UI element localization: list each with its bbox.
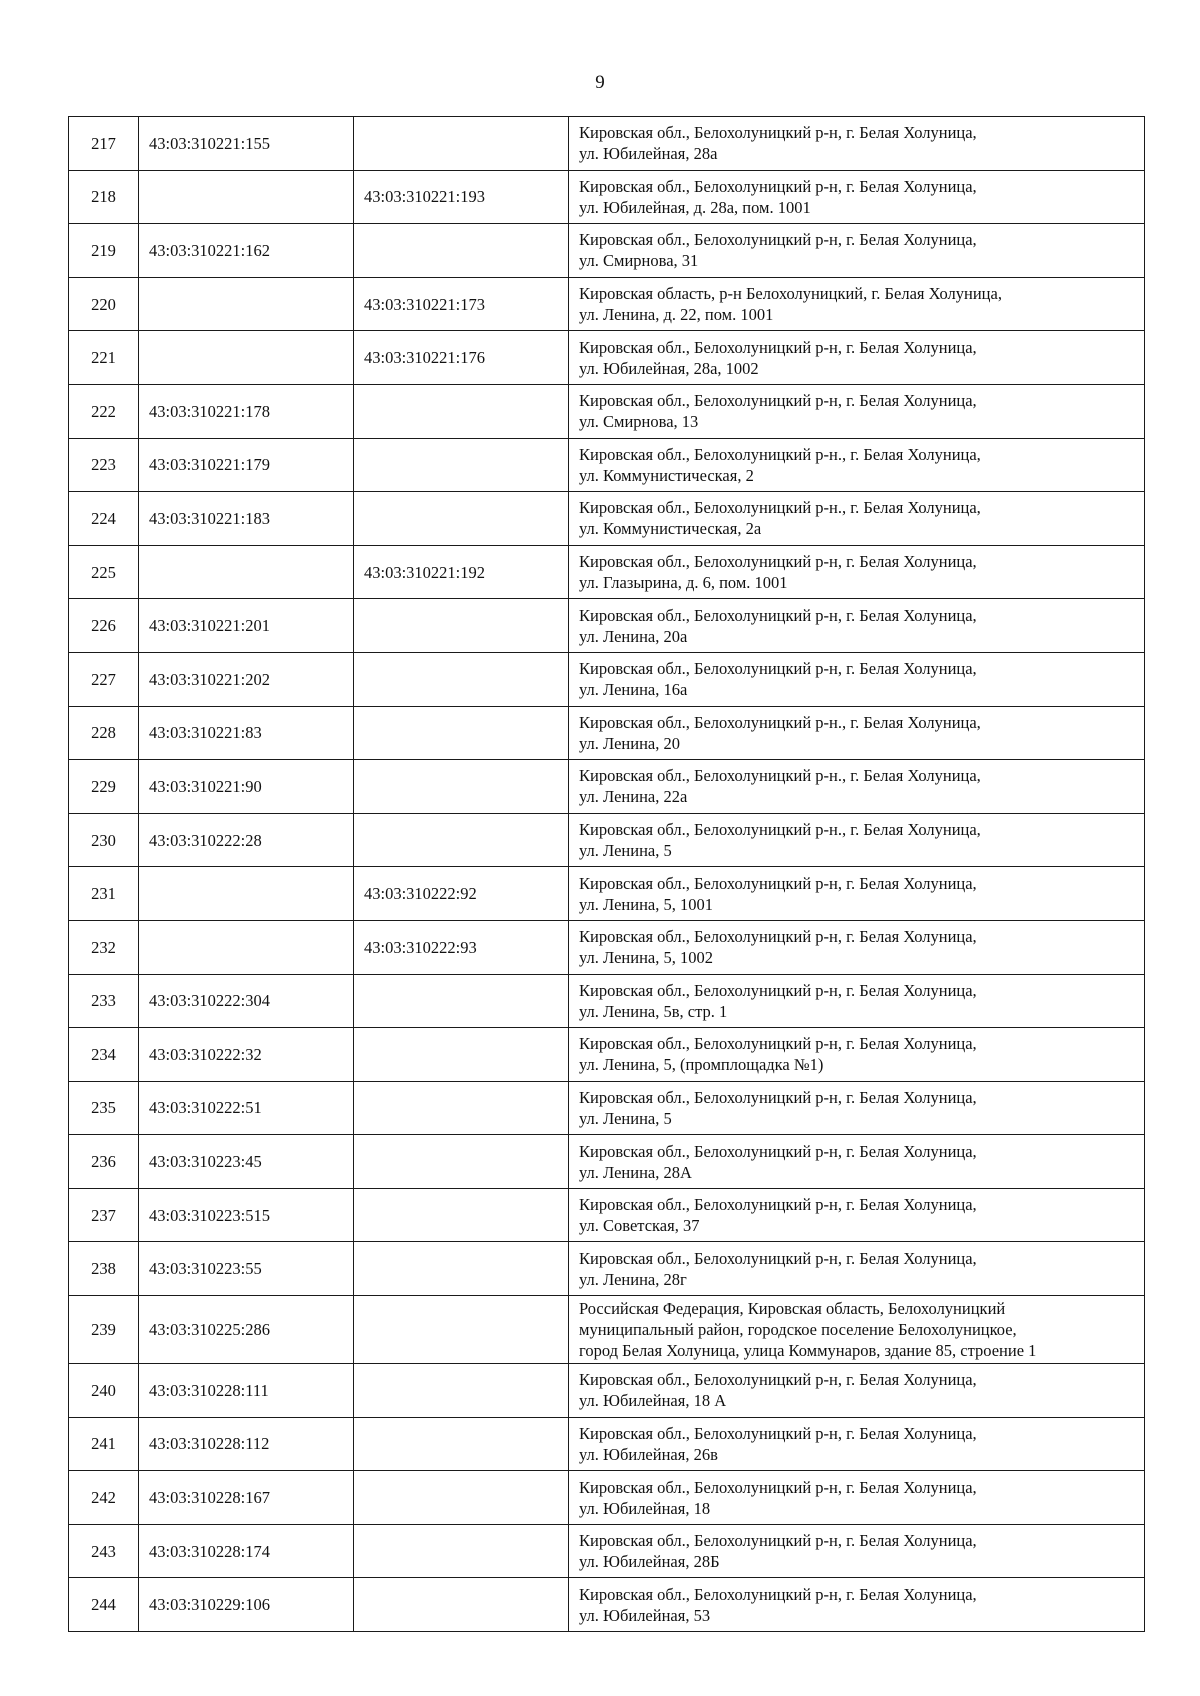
address-cell <box>569 170 1145 224</box>
table-row <box>69 974 1145 1028</box>
row-number-cell: 230 <box>69 813 139 867</box>
address-line: ул. Юбилейная, 28а <box>579 144 718 164</box>
table-row <box>69 331 1145 385</box>
land-cadastral-number-cell: 43:03:310221:202 <box>139 652 354 706</box>
row-number-cell: 224 <box>69 492 139 546</box>
address-line: Кировская обл., Белохолуницкий р-н, г. Белая Холуница, <box>579 1531 977 1551</box>
land-cadastral-number-cell <box>139 545 354 599</box>
row-number-cell: 232 <box>69 920 139 974</box>
building-cadastral-number-cell <box>354 1135 569 1189</box>
property-table <box>68 116 1145 1632</box>
table-row <box>69 492 1145 546</box>
address-line: Российская Федерация, Кировская область, Белохолуницкий <box>579 1299 1006 1319</box>
table-row <box>69 867 1145 921</box>
address-cell <box>569 1135 1145 1189</box>
land-cadastral-number-cell: 43:03:310222:51 <box>139 1081 354 1135</box>
row-number-cell: 220 <box>69 277 139 331</box>
address-line: Кировская обл., Белохолуницкий р-н, г. Белая Холуница, <box>579 659 977 679</box>
address-cell <box>569 384 1145 438</box>
land-cadastral-number-cell: 43:03:310228:112 <box>139 1417 354 1471</box>
building-cadastral-number-cell <box>354 1296 569 1364</box>
table-row <box>69 545 1145 599</box>
address-cell <box>569 224 1145 278</box>
table-body <box>69 117 1145 1632</box>
address-cell <box>569 331 1145 385</box>
building-cadastral-number-cell <box>354 652 569 706</box>
land-cadastral-number-cell: 43:03:310221:201 <box>139 599 354 653</box>
address-cell <box>569 1028 1145 1082</box>
row-number-cell: 239 <box>69 1296 139 1364</box>
building-cadastral-number-cell <box>354 1578 569 1632</box>
address-cell <box>569 599 1145 653</box>
row-number-cell: 234 <box>69 1028 139 1082</box>
land-cadastral-number-cell: 43:03:310223:55 <box>139 1242 354 1296</box>
address-cell <box>569 1364 1145 1418</box>
table-row <box>69 1524 1145 1578</box>
row-number-cell: 221 <box>69 331 139 385</box>
building-cadastral-number-cell <box>354 1364 569 1418</box>
row-number-cell: 226 <box>69 599 139 653</box>
address-line: ул. Юбилейная, 28Б <box>579 1552 720 1572</box>
building-cadastral-number-cell <box>354 438 569 492</box>
address-line: ул. Ленина, 5, 1001 <box>579 894 713 914</box>
address-line: Кировская обл., Белохолуницкий р-н, г. Белая Холуница, <box>579 1477 977 1497</box>
address-cell <box>569 1524 1145 1578</box>
address-cell <box>569 117 1145 171</box>
address-cell <box>569 1417 1145 1471</box>
table-row <box>69 1188 1145 1242</box>
building-cadastral-number-cell <box>354 813 569 867</box>
address-cell <box>569 1188 1145 1242</box>
building-cadastral-number-cell <box>354 1028 569 1082</box>
address-line: Кировская обл., Белохолуницкий р-н, г. Белая Холуница, <box>579 1034 977 1054</box>
address-line: ул. Юбилейная, 18 <box>579 1498 711 1518</box>
table-row <box>69 813 1145 867</box>
land-cadastral-number-cell <box>139 867 354 921</box>
address-line: муниципальный район, городское поселение Белохолуницкое, <box>579 1320 1017 1340</box>
table-row <box>69 1417 1145 1471</box>
address-line: Кировская обл., Белохолуницкий р-н, г. Белая Холуница, <box>579 1141 977 1161</box>
land-cadastral-number-cell: 43:03:310225:286 <box>139 1296 354 1364</box>
address-line: ул. Ленина, 20а <box>579 626 688 646</box>
land-cadastral-number-cell: 43:03:310228:174 <box>139 1524 354 1578</box>
building-cadastral-number-cell <box>354 1081 569 1135</box>
land-cadastral-number-cell <box>139 920 354 974</box>
address-cell <box>569 867 1145 921</box>
address-line: ул. Юбилейная, 28а, 1002 <box>579 358 759 378</box>
address-cell <box>569 438 1145 492</box>
row-number-cell: 233 <box>69 974 139 1028</box>
table-row <box>69 1471 1145 1525</box>
address-line: ул. Юбилейная, д. 28а, пом. 1001 <box>579 197 811 217</box>
table-row <box>69 1135 1145 1189</box>
land-cadastral-number-cell: 43:03:310221:155 <box>139 117 354 171</box>
address-line: Кировская обл., Белохолуницкий р-н, г. Белая Холуница, <box>579 230 977 250</box>
address-line: ул. Смирнова, 13 <box>579 412 699 432</box>
address-line: Кировская обл., Белохолуницкий р-н, г. Белая Холуница, <box>579 1195 977 1215</box>
row-number-cell: 242 <box>69 1471 139 1525</box>
address-line: Кировская обл., Белохолуницкий р-н, г. Белая Холуница, <box>579 873 977 893</box>
address-line: Кировская обл., Белохолуницкий р-н, г. Белая Холуница, <box>579 123 977 143</box>
table-row <box>69 920 1145 974</box>
address-line: ул. Юбилейная, 26в <box>579 1444 718 1464</box>
address-cell <box>569 277 1145 331</box>
address-line: ул. Ленина, 20 <box>579 733 680 753</box>
land-cadastral-number-cell: 43:03:310229:106 <box>139 1578 354 1632</box>
address-line: Кировская обл., Белохолуницкий р-н., г. Белая Холуница, <box>579 712 981 732</box>
address-line: ул. Советская, 37 <box>579 1216 700 1236</box>
row-number-cell: 241 <box>69 1417 139 1471</box>
address-line: ул. Юбилейная, 18 А <box>579 1391 727 1411</box>
row-number-cell: 243 <box>69 1524 139 1578</box>
row-number-cell: 225 <box>69 545 139 599</box>
building-cadastral-number-cell <box>354 492 569 546</box>
address-line: ул. Ленина, 28г <box>579 1269 687 1289</box>
address-line: Кировская обл., Белохолуницкий р-н, г. Белая Холуница, <box>579 1584 977 1604</box>
address-line: ул. Ленина, 5в, стр. 1 <box>579 1001 728 1021</box>
address-cell <box>569 545 1145 599</box>
row-number-cell: 237 <box>69 1188 139 1242</box>
building-cadastral-number-cell <box>354 974 569 1028</box>
address-line: ул. Коммунистическая, 2 <box>579 465 754 485</box>
address-line: ул. Коммунистическая, 2а <box>579 519 762 539</box>
building-cadastral-number-cell: 43:03:310221:193 <box>354 170 569 224</box>
land-cadastral-number-cell: 43:03:310228:111 <box>139 1364 354 1418</box>
address-line: Кировская обл., Белохолуницкий р-н, г. Белая Холуница, <box>579 176 977 196</box>
row-number-cell: 236 <box>69 1135 139 1189</box>
address-line: Кировская обл., Белохолуницкий р-н, г. Белая Холуница, <box>579 552 977 572</box>
building-cadastral-number-cell <box>354 706 569 760</box>
land-cadastral-number-cell: 43:03:310221:183 <box>139 492 354 546</box>
land-cadastral-number-cell: 43:03:310223:45 <box>139 1135 354 1189</box>
row-number-cell: 235 <box>69 1081 139 1135</box>
address-line: ул. Ленина, 16а <box>579 680 688 700</box>
address-cell <box>569 813 1145 867</box>
building-cadastral-number-cell: 43:03:310221:192 <box>354 545 569 599</box>
land-cadastral-number-cell: 43:03:310222:32 <box>139 1028 354 1082</box>
table-row <box>69 1578 1145 1632</box>
address-line: Кировская обл., Белохолуницкий р-н, г. Белая Холуница, <box>579 605 977 625</box>
building-cadastral-number-cell: 43:03:310221:173 <box>354 277 569 331</box>
table-row <box>69 1364 1145 1418</box>
land-cadastral-number-cell: 43:03:310221:162 <box>139 224 354 278</box>
land-cadastral-number-cell <box>139 277 354 331</box>
address-cell <box>569 706 1145 760</box>
land-cadastral-number-cell: 43:03:310221:83 <box>139 706 354 760</box>
address-cell <box>569 1471 1145 1525</box>
table-row <box>69 652 1145 706</box>
land-cadastral-number-cell: 43:03:310221:90 <box>139 760 354 814</box>
table-row <box>69 277 1145 331</box>
address-line: Кировская область, р-н Белохолуницкий, г. Белая Холуница, <box>579 284 1002 304</box>
building-cadastral-number-cell <box>354 1524 569 1578</box>
table-row <box>69 599 1145 653</box>
address-cell <box>569 974 1145 1028</box>
address-line: Кировская обл., Белохолуницкий р-н, г. Белая Холуница, <box>579 1370 977 1390</box>
address-line: город Белая Холуница, улица Коммунаров, здание 85, строение 1 <box>579 1341 1037 1361</box>
address-line: Кировская обл., Белохолуницкий р-н, г. Белая Холуница, <box>579 927 977 947</box>
row-number-cell: 228 <box>69 706 139 760</box>
address-cell <box>569 1242 1145 1296</box>
table-row <box>69 1242 1145 1296</box>
address-line: ул. Ленина, 5, (промплощадка №1) <box>579 1055 824 1075</box>
address-cell <box>569 652 1145 706</box>
table-row <box>69 760 1145 814</box>
table-row <box>69 1028 1145 1082</box>
building-cadastral-number-cell <box>354 760 569 814</box>
row-number-cell: 240 <box>69 1364 139 1418</box>
address-line: ул. Ленина, 22а <box>579 787 688 807</box>
land-cadastral-number-cell <box>139 331 354 385</box>
land-cadastral-number-cell: 43:03:310222:28 <box>139 813 354 867</box>
table-row <box>69 170 1145 224</box>
address-cell <box>569 492 1145 546</box>
building-cadastral-number-cell: 43:03:310222:92 <box>354 867 569 921</box>
land-cadastral-number-cell: 43:03:310228:167 <box>139 1471 354 1525</box>
address-line: ул. Ленина, 5, 1002 <box>579 948 713 968</box>
address-line: Кировская обл., Белохолуницкий р-н, г. Белая Холуница, <box>579 337 977 357</box>
address-line: ул. Ленина, 5 <box>579 1108 672 1128</box>
address-line: Кировская обл., Белохолуницкий р-н, г. Белая Холуница, <box>579 1248 977 1268</box>
address-line: Кировская обл., Белохолуницкий р-н., г. Белая Холуница, <box>579 766 981 786</box>
address-line: Кировская обл., Белохолуницкий р-н., г. Белая Холуница, <box>579 444 981 464</box>
row-number-cell: 231 <box>69 867 139 921</box>
land-cadastral-number-cell <box>139 170 354 224</box>
address-line: Кировская обл., Белохолуницкий р-н., г. Белая Холуница, <box>579 498 981 518</box>
address-line: Кировская обл., Белохолуницкий р-н, г. Белая Холуница, <box>579 391 977 411</box>
address-line: ул. Ленина, 5 <box>579 841 672 861</box>
address-line: Кировская обл., Белохолуницкий р-н., г. Белая Холуница, <box>579 820 981 840</box>
building-cadastral-number-cell <box>354 1471 569 1525</box>
table-row <box>69 117 1145 171</box>
building-cadastral-number-cell <box>354 1188 569 1242</box>
row-number-cell: 238 <box>69 1242 139 1296</box>
land-cadastral-number-cell: 43:03:310223:515 <box>139 1188 354 1242</box>
row-number-cell: 217 <box>69 117 139 171</box>
table-row <box>69 224 1145 278</box>
building-cadastral-number-cell <box>354 599 569 653</box>
row-number-cell: 219 <box>69 224 139 278</box>
building-cadastral-number-cell <box>354 117 569 171</box>
row-number-cell: 223 <box>69 438 139 492</box>
land-cadastral-number-cell: 43:03:310221:178 <box>139 384 354 438</box>
address-cell <box>569 1296 1145 1364</box>
row-number-cell: 227 <box>69 652 139 706</box>
land-cadastral-number-cell: 43:03:310222:304 <box>139 974 354 1028</box>
row-number-cell: 222 <box>69 384 139 438</box>
row-number-cell: 218 <box>69 170 139 224</box>
address-cell <box>569 1578 1145 1632</box>
table-row <box>69 1296 1145 1364</box>
page-number: 9 <box>595 72 605 93</box>
building-cadastral-number-cell <box>354 384 569 438</box>
address-cell <box>569 920 1145 974</box>
table-row <box>69 384 1145 438</box>
address-line: Кировская обл., Белохолуницкий р-н, г. Белая Холуница, <box>579 1423 977 1443</box>
row-number-cell: 229 <box>69 760 139 814</box>
table-row <box>69 706 1145 760</box>
address-line: ул. Глазырина, д. 6, пом. 1001 <box>579 573 788 593</box>
address-line: Кировская обл., Белохолуницкий р-н, г. Белая Холуница, <box>579 980 977 1000</box>
building-cadastral-number-cell <box>354 224 569 278</box>
building-cadastral-number-cell <box>354 1417 569 1471</box>
address-line: Кировская обл., Белохолуницкий р-н, г. Белая Холуница, <box>579 1087 977 1107</box>
table-row <box>69 438 1145 492</box>
table-row <box>69 1081 1145 1135</box>
land-cadastral-number-cell: 43:03:310221:179 <box>139 438 354 492</box>
building-cadastral-number-cell: 43:03:310221:176 <box>354 331 569 385</box>
address-line: ул. Ленина, 28А <box>579 1162 692 1182</box>
building-cadastral-number-cell: 43:03:310222:93 <box>354 920 569 974</box>
row-number-cell: 244 <box>69 1578 139 1632</box>
address-line: ул. Смирнова, 31 <box>579 251 699 271</box>
address-cell <box>569 1081 1145 1135</box>
building-cadastral-number-cell <box>354 1242 569 1296</box>
address-line: ул. Юбилейная, 53 <box>579 1605 711 1625</box>
address-line: ул. Ленина, д. 22, пом. 1001 <box>579 305 774 325</box>
address-cell <box>569 760 1145 814</box>
